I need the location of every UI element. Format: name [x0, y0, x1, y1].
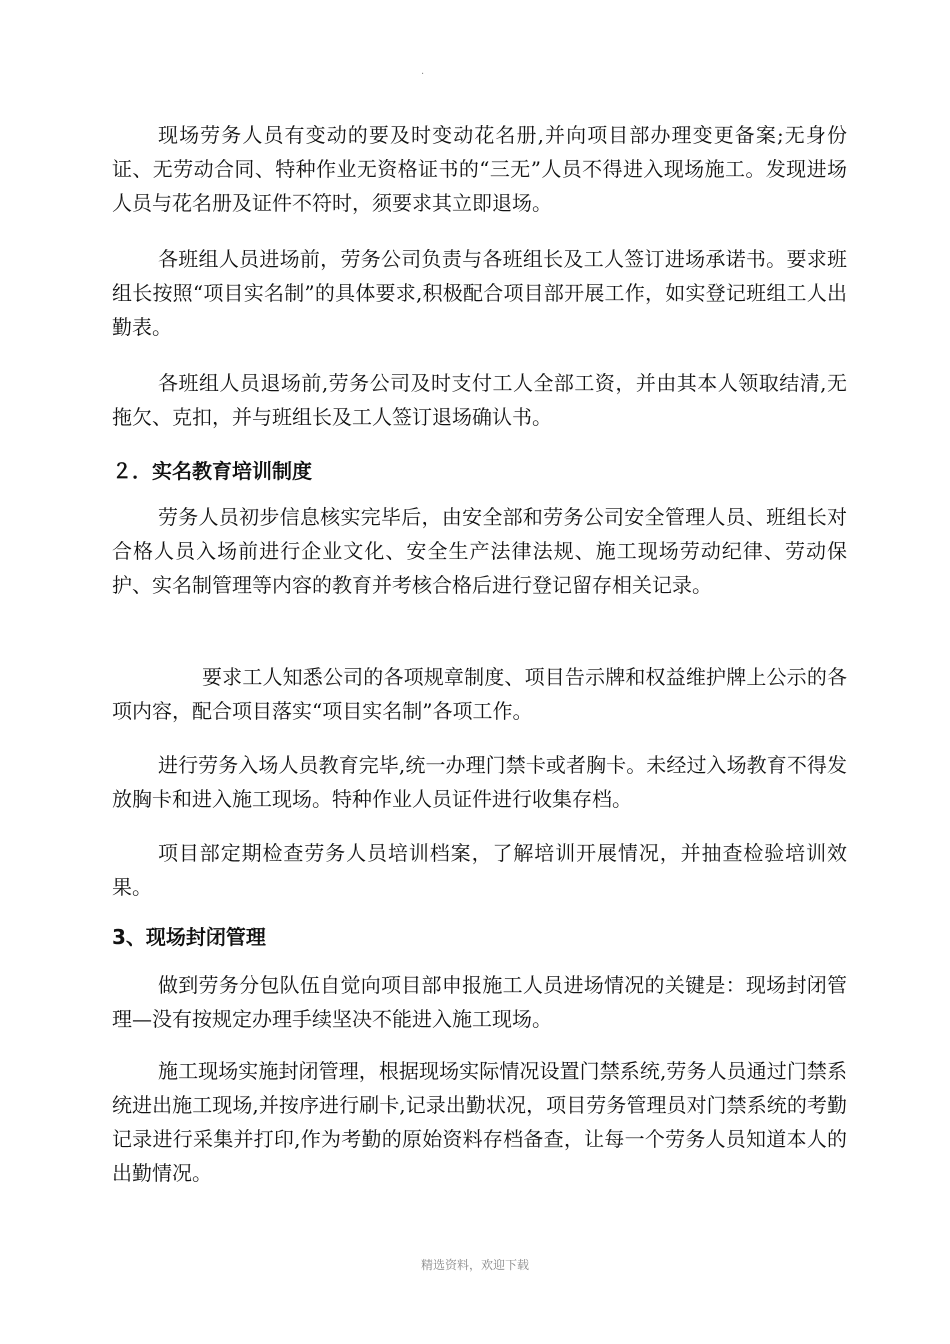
section-heading-site-closure: 3、现场封闭管理: [112, 925, 266, 949]
paragraph-training-education: 劳务人员初步信息核实完毕后，由安全部和劳务公司安全管理人员、班组长对合格人员入场前进行企业文化、安全生产法律法规、施工现场劳动纪律、劳动保护、实名制管理等内容的教育并考核合格后进行登记留存相关记录。: [112, 505, 847, 597]
paragraph-rules-awareness: 要求工人知悉公司的各项规章制度、项目告示牌和权益维护牌上公示的各项内容，配合项目落实“项目实名制”各项工作。: [112, 665, 847, 723]
paragraph-entry-commitment: 各班组人员进场前，劳务公司负责与各班组长及工人签订进场承诺书。要求班组长按照“项目实名制”的具体要求,积极配合项目部开展工作，如实登记班组工人出勤表。: [112, 247, 847, 339]
header-mark: .: [421, 66, 425, 77]
paragraph-access-system: 施工现场实施封闭管理，根据现场实际情况设置门禁系统,劳务人员通过门禁系统进出施工现场,并按序进行刷卡,记录出勤状况，项目劳务管理员对门禁系统的考勤记录进行采集并打印,作为考勤的原始资料存档备查，让每一个劳务人员知道本人的出勤情况。: [112, 1059, 847, 1185]
paragraph-staff-changes: 现场劳务人员有变动的要及时变动花名册,并向项目部办理变更备案;无身份证、无劳动合同、特种作业无资格证书的“三无”人员不得进入现场施工。发现进场人员与花名册及证件不符时，须要求其立即退场。: [112, 123, 847, 215]
page-footer: 精选资料，欢迎下载: [420, 1258, 529, 1272]
section-heading-training: ２．实名教育培训制度: [112, 459, 312, 483]
paragraph-access-card: 进行劳务入场人员教育完毕,统一办理门禁卡或者胸卡。未经过入场教育不得发放胸卡和进入施工现场。特种作业人员证件进行收集存档。: [112, 753, 847, 811]
paragraph-exit-settlement: 各班组人员退场前,劳务公司及时支付工人全部工资，并由其本人领取结清,无拖欠、克扣，并与班组长及工人签订退场确认书。: [112, 371, 847, 429]
paragraph-training-check: 项目部定期检查劳务人员培训档案，了解培训开展情况，并抽查检验培训效果。: [112, 841, 847, 899]
paragraph-closure-key: 做到劳务分包队伍自觉向项目部申报施工人员进场情况的关键是：现场封闭管理—没有按规定办理手续坚决不能进入施工现场。: [112, 973, 847, 1031]
